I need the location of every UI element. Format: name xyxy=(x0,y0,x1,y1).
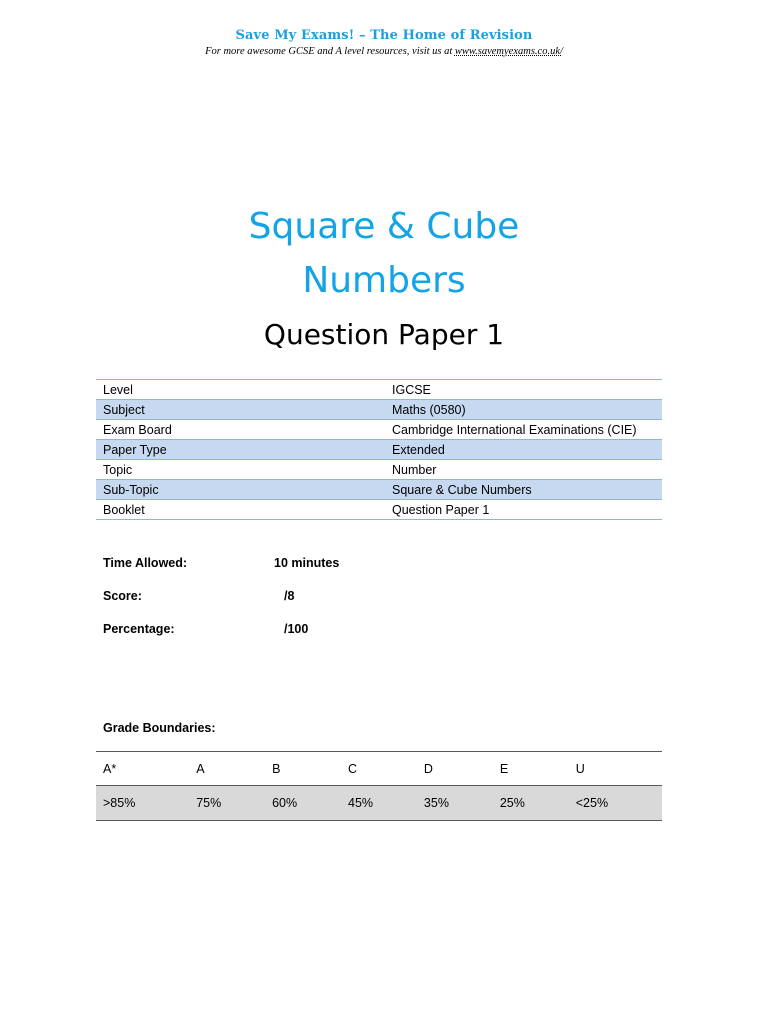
percentage-cell: <25% xyxy=(569,786,662,821)
info-key: Topic xyxy=(96,460,385,480)
percentage-label: Percentage: xyxy=(103,622,175,636)
website-link[interactable]: www.savemyexams.co.uk/ xyxy=(454,46,563,57)
percentage-cell: 75% xyxy=(189,786,265,821)
info-row-booklet xyxy=(96,500,662,520)
info-row-sub-topic xyxy=(96,480,662,500)
percentage-boundary-row xyxy=(96,786,662,821)
info-value: Number xyxy=(385,460,662,480)
document-title-line2: Numbers xyxy=(302,260,466,301)
document-subtitle: Question Paper 1 xyxy=(263,318,505,351)
info-row-topic xyxy=(96,460,662,480)
header-subtitle-text: For more awesome GCSE and A level resources, visit us at xyxy=(205,46,455,57)
info-value: IGCSE xyxy=(385,380,662,400)
grade-boundaries-table xyxy=(96,751,662,821)
grade-cell: U xyxy=(569,752,662,786)
percentage-cell: >85% xyxy=(96,786,189,821)
percentage-cell: 35% xyxy=(417,786,493,821)
header-subtitle xyxy=(0,46,768,57)
info-value: Question Paper 1 xyxy=(385,500,662,520)
info-row-subject xyxy=(96,400,662,420)
grade-cell: E xyxy=(493,752,569,786)
percentage-cell: 45% xyxy=(341,786,417,821)
score-value: /8 xyxy=(284,589,295,603)
grade-row xyxy=(96,752,662,786)
score-label: Score: xyxy=(103,589,142,603)
grade-cell: A* xyxy=(96,752,189,786)
grade-cell: B xyxy=(265,752,341,786)
info-value: Cambridge International Examinations (CIE) xyxy=(385,420,662,440)
percentage-cell: 60% xyxy=(265,786,341,821)
time-allowed-label: Time Allowed: xyxy=(103,556,188,570)
info-key: Exam Board xyxy=(96,420,385,440)
grade-boundaries-label: Grade Boundaries: xyxy=(103,721,216,735)
info-key: Level xyxy=(96,380,385,400)
percentage-cell: 25% xyxy=(493,786,569,821)
document-title xyxy=(0,200,768,308)
info-table xyxy=(96,379,662,520)
info-row-level xyxy=(96,380,662,400)
info-value: Extended xyxy=(385,440,662,460)
info-key: Sub-Topic xyxy=(96,480,385,500)
time-allowed-value: 10 minutes xyxy=(274,556,340,570)
percentage-value: /100 xyxy=(284,622,309,636)
info-row-paper-type xyxy=(96,440,662,460)
info-key: Paper Type xyxy=(96,440,385,460)
grade-cell: C xyxy=(341,752,417,786)
info-value: Maths (0580) xyxy=(385,400,662,420)
info-key: Booklet xyxy=(96,500,385,520)
info-value: Square & Cube Numbers xyxy=(385,480,662,500)
info-row-exam-board xyxy=(96,420,662,440)
grade-cell: A xyxy=(189,752,265,786)
header-title: Save My Exams! – The Home of Revision xyxy=(235,28,533,43)
grade-cell: D xyxy=(417,752,493,786)
info-key: Subject xyxy=(96,400,385,420)
page-header xyxy=(0,28,768,57)
document-title-line1: Square & Cube xyxy=(248,206,520,247)
